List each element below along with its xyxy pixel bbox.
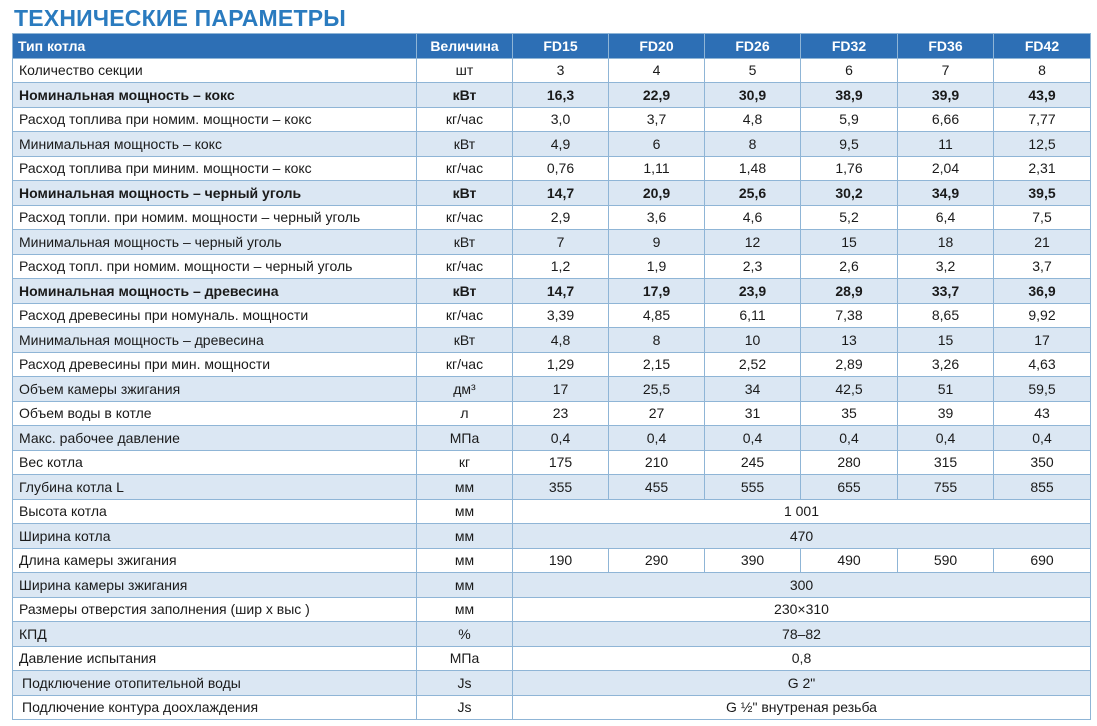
table-row [13,156,1091,181]
row-unit: кг/час [417,352,513,377]
row-value: 6,11 [705,303,801,328]
header-row [13,34,1091,59]
row-label: Расход древесины при номуналь. мощности [13,303,417,328]
row-value: 2,89 [801,352,898,377]
page-title: ТЕХНИЧЕСКИЕ ПАРАМЕТРЫ [14,5,346,31]
row-value: 1,9 [609,254,705,279]
row-value-merged: 78–82 [513,622,1091,647]
row-value: 4,8 [513,328,609,353]
row-unit: % [417,622,513,647]
row-value: 4 [609,58,705,83]
row-label: Высота котла [13,499,417,524]
row-value: 12 [705,230,801,255]
row-value: 7,77 [994,107,1091,132]
table-row [13,401,1091,426]
row-value: 3,0 [513,107,609,132]
row-value: 555 [705,475,801,500]
row-label: Расход топлива при номим. мощности – кокс [13,107,417,132]
table-row [13,352,1091,377]
row-value: 490 [801,548,898,573]
row-value-merged: 1 001 [513,499,1091,524]
row-value: 1,2 [513,254,609,279]
row-label: Подключение отопительной воды [13,671,417,696]
row-value: 1,11 [609,156,705,181]
row-label: Объем воды в котле [13,401,417,426]
row-value: 25,5 [609,377,705,402]
row-unit: л [417,401,513,426]
table-row [13,524,1091,549]
table-row [13,646,1091,671]
row-value: 13 [801,328,898,353]
row-value: 39,5 [994,181,1091,206]
row-value: 5 [705,58,801,83]
row-value: 8,65 [898,303,994,328]
row-value: 6,66 [898,107,994,132]
header-model: FD20 [609,34,705,59]
row-value: 31 [705,401,801,426]
header-model: FD15 [513,34,609,59]
row-unit: кг/час [417,107,513,132]
row-value: 455 [609,475,705,500]
table-row [13,695,1091,720]
row-value: 2,31 [994,156,1091,181]
specs-table [12,33,1091,720]
row-value: 0,76 [513,156,609,181]
table-row [13,83,1091,108]
row-value: 190 [513,548,609,573]
table-row [13,279,1091,304]
row-value: 7,5 [994,205,1091,230]
row-value: 10 [705,328,801,353]
row-value: 17,9 [609,279,705,304]
row-value-merged: 0,8 [513,646,1091,671]
row-value: 755 [898,475,994,500]
row-value: 30,2 [801,181,898,206]
row-unit: мм [417,524,513,549]
row-value: 9,5 [801,132,898,157]
row-value: 59,5 [994,377,1091,402]
header-model: FD42 [994,34,1091,59]
row-value-merged: G 2" [513,671,1091,696]
row-value: 0,4 [705,426,801,451]
row-value: 14,7 [513,181,609,206]
row-unit: Js [417,695,513,720]
row-value: 18 [898,230,994,255]
row-unit: кВт [417,230,513,255]
row-value: 15 [801,230,898,255]
row-value-merged: G ½" внутреная резьба [513,695,1091,720]
row-value: 25,6 [705,181,801,206]
row-value: 36,9 [994,279,1091,304]
row-value: 17 [994,328,1091,353]
row-value: 0,4 [609,426,705,451]
row-unit: мм [417,573,513,598]
row-value: 28,9 [801,279,898,304]
row-value: 43,9 [994,83,1091,108]
table-row [13,377,1091,402]
row-value: 3,39 [513,303,609,328]
row-value: 1,76 [801,156,898,181]
row-unit: кВт [417,83,513,108]
row-value: 7 [513,230,609,255]
row-value: 3,6 [609,205,705,230]
row-value: 34 [705,377,801,402]
row-value: 7,38 [801,303,898,328]
row-value: 30,9 [705,83,801,108]
row-value: 2,52 [705,352,801,377]
row-value: 4,85 [609,303,705,328]
row-unit: мм [417,475,513,500]
row-value: 4,9 [513,132,609,157]
table-row [13,671,1091,696]
row-value: 3,26 [898,352,994,377]
row-label: Вес котла [13,450,417,475]
row-label: Подлючение контура доохлаждения [13,695,417,720]
row-value: 390 [705,548,801,573]
row-value: 1,29 [513,352,609,377]
row-label: КПД [13,622,417,647]
row-value-merged: 230×310 [513,597,1091,622]
row-value: 16,3 [513,83,609,108]
row-unit: кг/час [417,254,513,279]
row-label: Размеры отверстия заполнения (шир х выс ) [13,597,417,622]
row-unit: кг [417,450,513,475]
row-unit: шт [417,58,513,83]
row-value: 3,2 [898,254,994,279]
row-value: 4,63 [994,352,1091,377]
table-row [13,132,1091,157]
table-row [13,499,1091,524]
row-value: 4,8 [705,107,801,132]
header-model: FD36 [898,34,994,59]
row-value: 2,15 [609,352,705,377]
row-value: 8 [994,58,1091,83]
row-value: 2,6 [801,254,898,279]
row-value-merged: 300 [513,573,1091,598]
row-value: 35 [801,401,898,426]
row-value: 15 [898,328,994,353]
table-row [13,597,1091,622]
row-value: 42,5 [801,377,898,402]
row-unit: кг/час [417,156,513,181]
row-value: 9 [609,230,705,255]
row-label: Расход топли. при номим. мощности – черный уголь [13,205,417,230]
row-value: 39,9 [898,83,994,108]
row-unit: кВт [417,132,513,157]
row-value: 175 [513,450,609,475]
row-label: Ширина котла [13,524,417,549]
row-label: Номинальная мощность – кокс [13,83,417,108]
row-label: Расход топл. при номим. мощности – черный уголь [13,254,417,279]
table-row [13,548,1091,573]
row-label: Глубина котла L [13,475,417,500]
row-value: 21 [994,230,1091,255]
row-value: 9,92 [994,303,1091,328]
row-value: 43 [994,401,1091,426]
row-value: 6,4 [898,205,994,230]
table-row [13,622,1091,647]
row-label: Номинальная мощность – черный уголь [13,181,417,206]
row-unit: МПа [417,426,513,451]
row-label: Минимальная мощность – черный уголь [13,230,417,255]
row-value: 0,4 [513,426,609,451]
table-row [13,450,1091,475]
row-label: Макс. рабочее давление [13,426,417,451]
header-model: FD32 [801,34,898,59]
row-label: Расход древесины при мин. мощности [13,352,417,377]
row-value: 655 [801,475,898,500]
row-value: 14,7 [513,279,609,304]
row-value: 0,4 [801,426,898,451]
row-unit: кг/час [417,205,513,230]
row-value: 51 [898,377,994,402]
row-value: 5,2 [801,205,898,230]
row-value: 855 [994,475,1091,500]
row-label: Расход топлива при миним. мощности – кокс [13,156,417,181]
table-body [13,58,1091,720]
row-value: 39 [898,401,994,426]
row-value: 33,7 [898,279,994,304]
row-unit: мм [417,597,513,622]
row-value: 210 [609,450,705,475]
row-value: 1,48 [705,156,801,181]
row-value: 4,6 [705,205,801,230]
row-label: Минимальная мощность – кокс [13,132,417,157]
row-value: 12,5 [994,132,1091,157]
row-value: 245 [705,450,801,475]
row-value: 17 [513,377,609,402]
row-value: 23,9 [705,279,801,304]
row-label: Номинальная мощность – древесина [13,279,417,304]
row-value: 2,04 [898,156,994,181]
row-value: 8 [609,328,705,353]
row-label: Длина камеры зжигания [13,548,417,573]
row-label: Количество секции [13,58,417,83]
table-row [13,181,1091,206]
row-value: 22,9 [609,83,705,108]
row-value: 590 [898,548,994,573]
row-value: 5,9 [801,107,898,132]
row-value: 290 [609,548,705,573]
row-value: 20,9 [609,181,705,206]
row-value: 11 [898,132,994,157]
row-value: 355 [513,475,609,500]
table-row [13,230,1091,255]
row-value: 3,7 [609,107,705,132]
row-value: 6 [609,132,705,157]
row-value: 2,9 [513,205,609,230]
header-type: Тип котла [13,34,417,59]
table-row [13,303,1091,328]
row-value: 34,9 [898,181,994,206]
row-unit: кВт [417,279,513,304]
row-value: 350 [994,450,1091,475]
table-row [13,205,1091,230]
row-unit: мм [417,499,513,524]
table-row [13,426,1091,451]
row-unit: кВт [417,328,513,353]
table-row [13,475,1091,500]
row-unit: дм³ [417,377,513,402]
row-label: Минимальная мощность – древесина [13,328,417,353]
row-value: 690 [994,548,1091,573]
row-value: 7 [898,58,994,83]
row-label: Давление испытания [13,646,417,671]
row-value: 2,3 [705,254,801,279]
row-value: 3,7 [994,254,1091,279]
row-value: 0,4 [898,426,994,451]
row-unit: МПа [417,646,513,671]
row-unit: кВт [417,181,513,206]
table-row [13,328,1091,353]
row-label: Ширина камеры зжигания [13,573,417,598]
row-value: 8 [705,132,801,157]
row-value: 0,4 [994,426,1091,451]
row-unit: кг/час [417,303,513,328]
row-value: 6 [801,58,898,83]
row-unit: мм [417,548,513,573]
table-row [13,107,1091,132]
row-value: 38,9 [801,83,898,108]
header-unit: Величина [417,34,513,59]
row-value-merged: 470 [513,524,1091,549]
row-label: Объем камеры зжигания [13,377,417,402]
table-row [13,58,1091,83]
row-value: 315 [898,450,994,475]
row-value: 27 [609,401,705,426]
header-model: FD26 [705,34,801,59]
row-value: 280 [801,450,898,475]
row-value: 3 [513,58,609,83]
row-value: 23 [513,401,609,426]
table-row [13,573,1091,598]
row-unit: Js [417,671,513,696]
table-row [13,254,1091,279]
